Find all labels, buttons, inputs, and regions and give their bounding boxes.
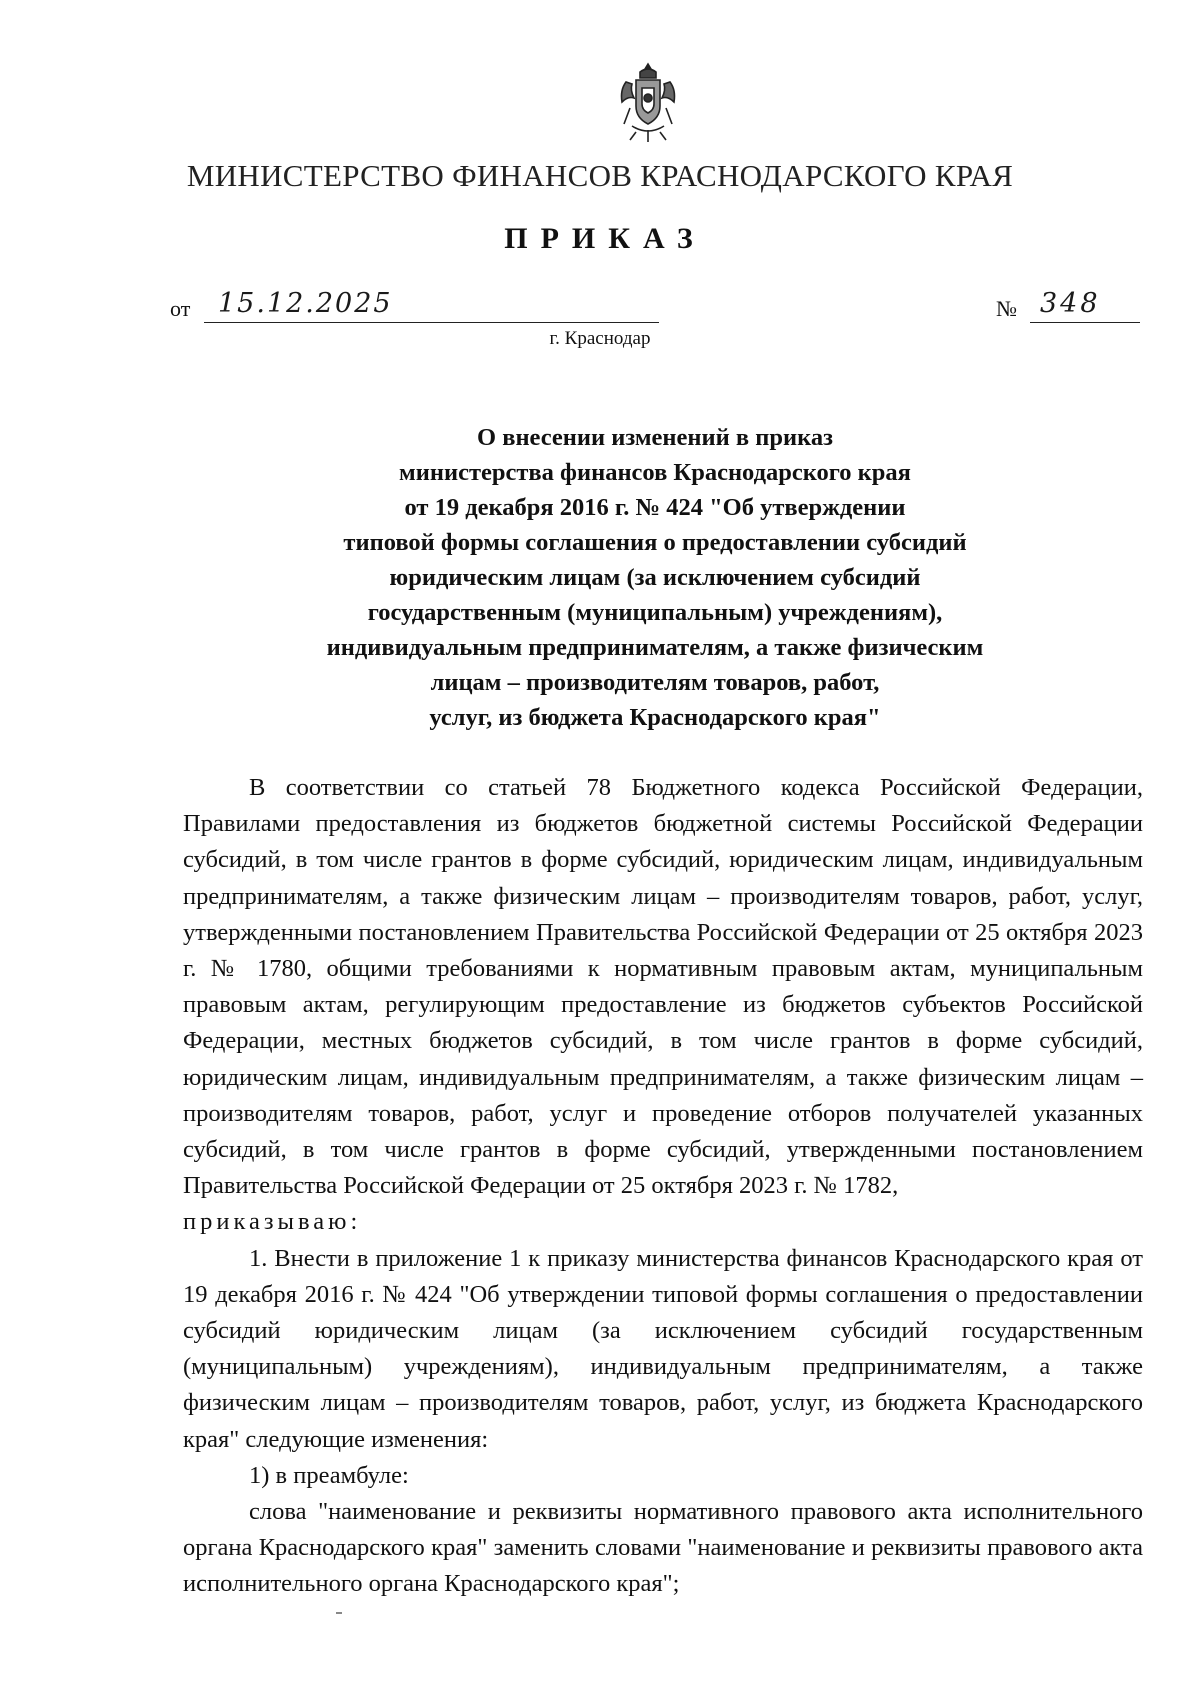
order-word: приказываю: [183, 1208, 362, 1236]
document-type: ПРИКАЗ [504, 222, 706, 255]
body-paragraph-item-1: 1. Внести в приложение 1 к приказу министерства финансов Краснодарского края от 19 декабря 2016 г. № 424 "Об утверждении типовой формы соглашения о предоставлении субсидий юридическим лицам (за исключением субсидий государственным (муниципальным) учреждениям), индивидуальным предпринимателям, а также физическим лицам – производителям товаров, работ, услуг, из бюджета Краснодарского края" следующие изменения: [183, 1244, 1143, 1453]
coat-of-arms-emblem [612, 60, 684, 148]
order-body [183, 770, 1143, 1603]
handwritten-number: 348 [1040, 288, 1101, 319]
city: г. Краснодар [549, 328, 651, 349]
scan-dot [336, 1612, 342, 1614]
number-label: № [996, 296, 1017, 321]
number-underline [1030, 322, 1140, 323]
date-number-row [170, 288, 1140, 332]
handwritten-date: 15.12.2025 [218, 288, 393, 319]
date-label: от [170, 296, 191, 321]
body-paragraph-words-change: слова "наименование и реквизиты нормативного правового акта исполнительного органа Краснодарского края" заменить словами "наименование и реквизиты правового акта исполнительного органа Краснодарского края"; [183, 1498, 1143, 1598]
body-paragraph-preamble: В соответствии со статьей 78 Бюджетного кодекса Российской Федерации, Правилами предоставления из бюджетов бюджетной системы Российской Федерации субсидий, в том числе грантов в форме субсидий, юридическим лицам, индивидуальным предпринимателям, а также физическим лицам – производителям товаров, работ, услуг, утвержденными постановлением Правительства Российской Федерации от 25 октября 2023 г. № 1780, общими требованиями к нормативным правовым актам, муниципальным правовым актам, регулирующим предоставление из бюджетов субъектов Российской Федерации, местных бюджетов субсидий, в том числе грантов в форме субсидий, юридическим лицам, индивидуальным предпринимателям, а также физическим лицам – производителям товаров, работ, услуг и проведение отборов получателей указанных субсидий, в том числе грантов в форме субсидий, утвержденными постановлением Правительства Российской Федерации от 25 октября 2023 г. № 1782, [183, 774, 1143, 1200]
order-word-line [183, 1204, 1143, 1240]
date-underline [204, 322, 659, 323]
body-paragraph-subitem-1: 1) в преамбуле: [249, 1461, 409, 1489]
ministry-name: МИНИСТЕРСТВО ФИНАНСОВ КРАСНОДАРСКОГО КРАЯ [186, 158, 1014, 193]
order-title: О внесении изменений в приказ министерства финансов Краснодарского края от 19 декабря 2016 г. № 424 "Об утверждении типовой формы соглашения о предоставлении субсидий юридическим лицам (за исключением субсидий государственным (муниципальным) учреждениям), индивидуальным предпринимателям, а также физическим лицам – производителям товаров, работ, услуг, из бюджета Краснодарского края" [326, 424, 984, 731]
